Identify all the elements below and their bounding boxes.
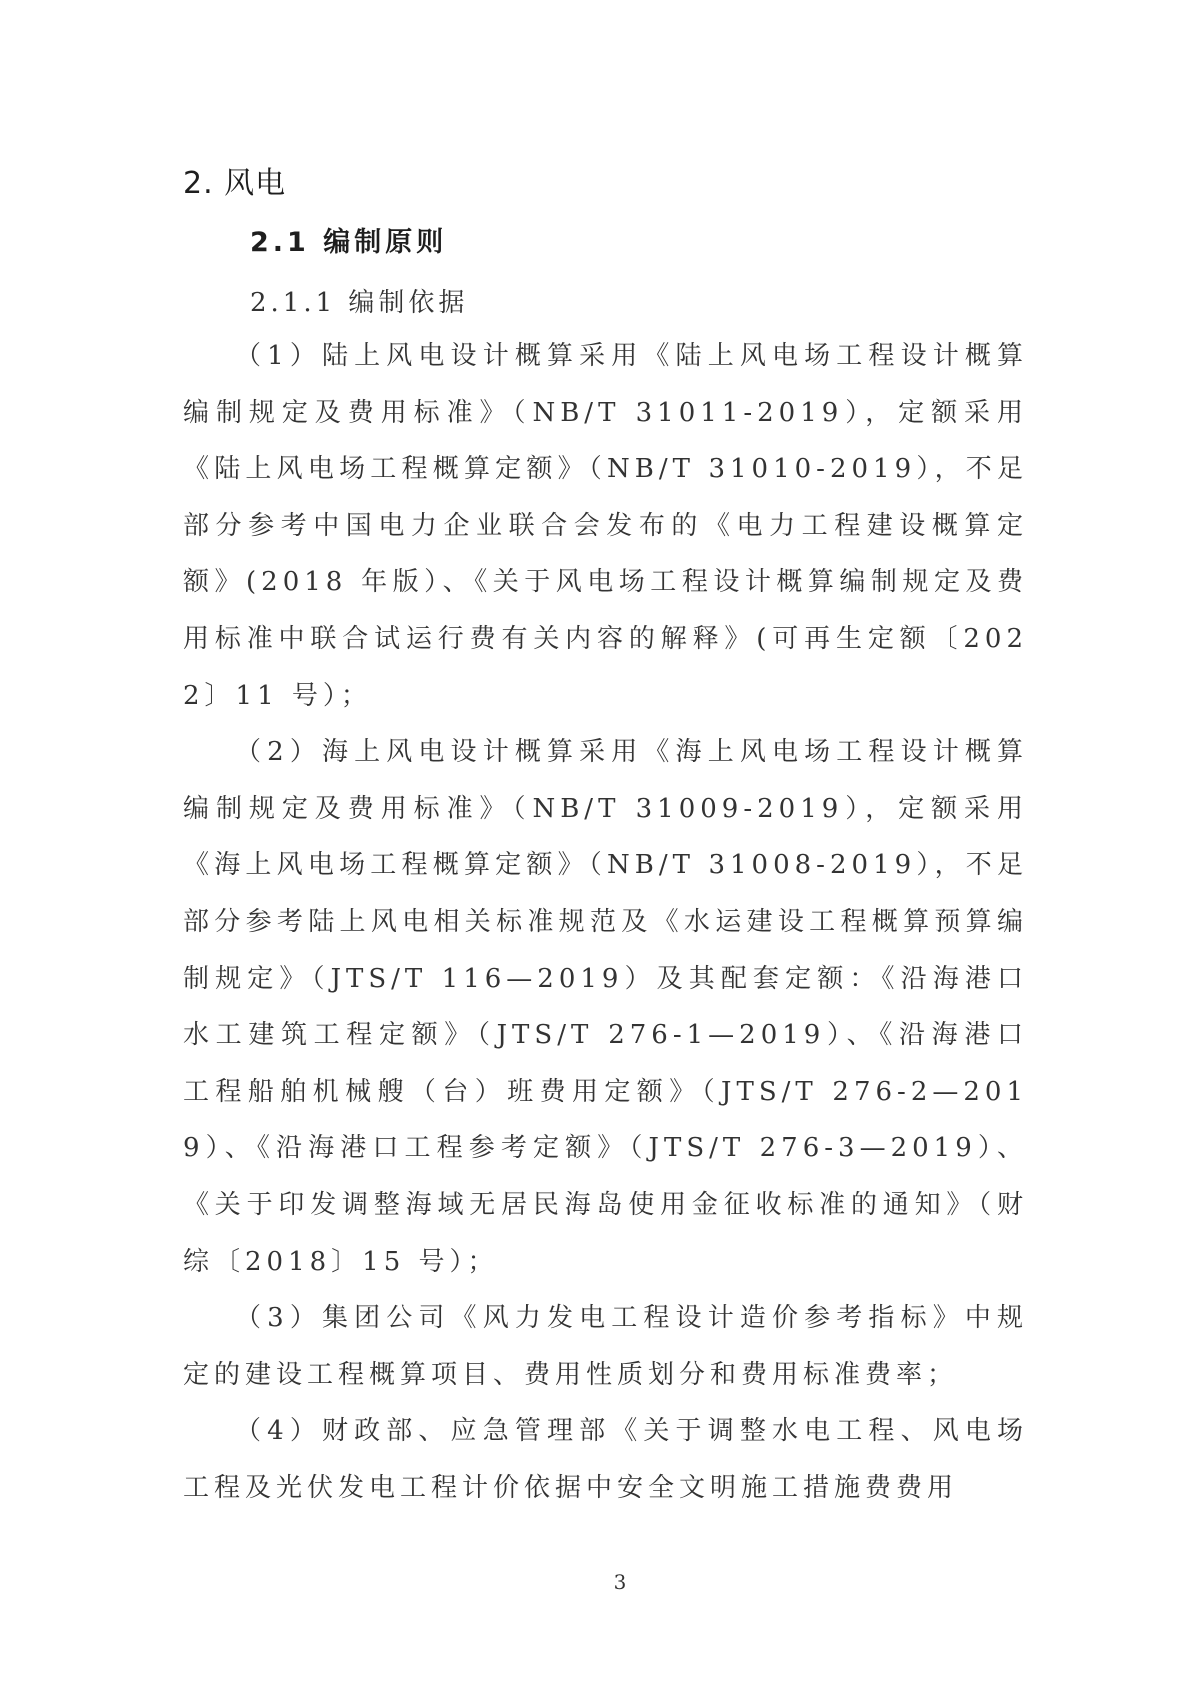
subsubsection-heading: 2.1.1 编制依据 [250,288,469,318]
subsection-heading: 2.1 编制原则 [250,227,448,258]
page-number: 3 [613,1570,627,1594]
section-heading: 2. 风电 [183,166,287,201]
body-text [183,328,1028,1516]
paragraph-onshore-wind: （1）陆上风电设计概算采用《陆上风电场工程设计概算编制规定及费用标准》（NB/T 31011-2019），定额采用《陆上风电场工程概算定额》（NB/T 31010-2019），不足部分参考中国电力企业联合会发布的《电力工程建设概算定额》(2018 年版）、《关于风电场工程设计概算编制规定及费用标准中联合试运行费有关内容的解释》(可再生定额〔2022〕11 号）； [183,341,1028,711]
paragraph-group-reference: （3）集团公司《风力发电工程设计造价参考指标》中规定的建设工程概算项目、费用性质划分和费用标准费率； [183,1303,1028,1390]
paragraph-offshore-wind: （2）海上风电设计概算采用《海上风电场工程设计概算编制规定及费用标准》（NB/T 31009-2019），定额采用《海上风电场工程概算定额》（NB/T 31008-2019），不足部分参考陆上风电相关标准规范及《水运建设工程概算预算编制规定》（JTS/T 116—2019）及其配套定额：《沿海港口水工建筑工程定额》（JTS/T 276-1—2019）、《沿海港口工程船舶机械艘（台）班费用定额》（JTS/T 276-2—2019）、《沿海港口工程参考定额》（JTS/T 276-3—2019）、《关于印发调整海域无居民海岛使用金征收标准的通知》（财综〔2018〕15 号）； [183,737,1028,1277]
paragraph-safety-cost: （4）财政部、应急管理部《关于调整水电工程、风电场工程及光伏发电工程计价依据中安全文明施工措施费费用 [183,1416,1028,1503]
